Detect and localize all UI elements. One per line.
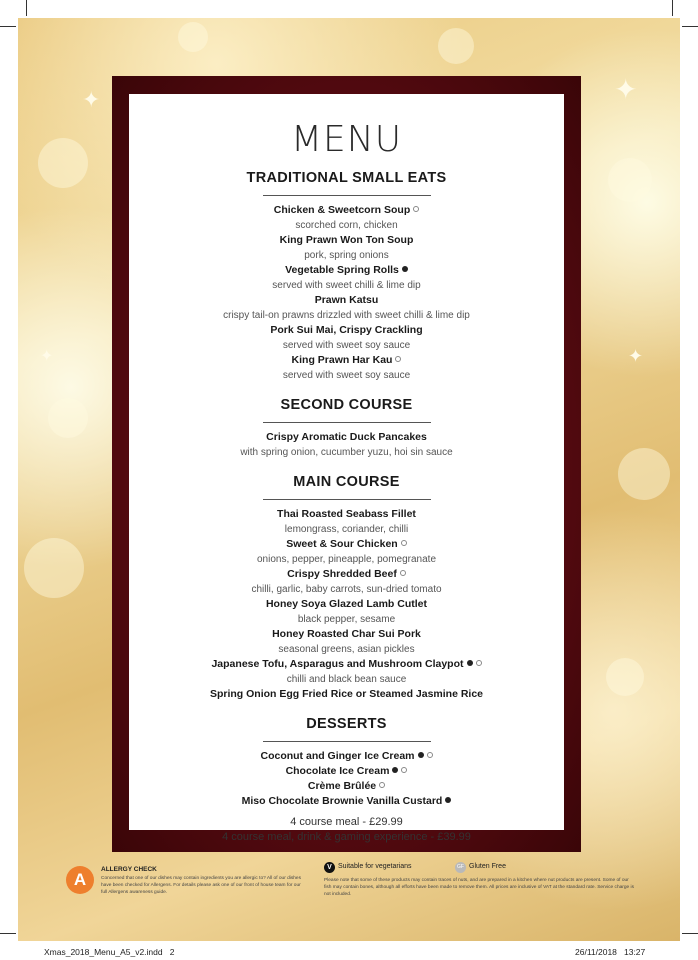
dish-name-text: Japanese Tofu, Asparagus and Mushroom Claypot xyxy=(211,658,464,670)
slug-date: 26/11/2018 13:27 xyxy=(575,947,646,957)
menu-title: MENU xyxy=(290,119,403,160)
sparkle-icon: ✦ xyxy=(614,73,638,106)
crop-mark xyxy=(682,933,698,934)
crop-mark xyxy=(672,0,673,16)
sparkle-icon: ✦ xyxy=(40,346,54,365)
dish-name-text: King Prawn Won Ton Soup xyxy=(279,234,414,246)
slug-filename: Xmas_2018_Menu_A5_v2.indd 2 xyxy=(44,947,175,957)
menu-section xyxy=(129,397,564,460)
bokeh-light xyxy=(24,538,84,598)
dish-name xyxy=(129,263,564,278)
dish-name-text: Coconut and Ginger Ice Cream xyxy=(260,750,415,762)
dish-name xyxy=(129,430,564,445)
section-divider xyxy=(263,422,431,423)
vegetarian-icon: V xyxy=(324,862,335,873)
dish-name xyxy=(129,507,564,522)
dish-name-text: Spring Onion Egg Fried Rice or Steamed Jasmine Rice xyxy=(209,688,484,700)
bokeh-light xyxy=(438,28,474,64)
dish-name-text: Pork Sui Mai, Crispy Crackling xyxy=(270,324,423,336)
menu-sections xyxy=(129,170,564,809)
gluten-free-icon: GF xyxy=(455,862,466,873)
dish-name xyxy=(129,293,564,308)
bokeh-light xyxy=(606,658,644,696)
section-heading: MAIN COURSE xyxy=(293,474,400,490)
dish-name-text: Crispy Aromatic Duck Pancakes xyxy=(266,431,427,443)
dish-name xyxy=(129,779,564,794)
crop-mark xyxy=(26,0,27,16)
dish-name-text: Prawn Katsu xyxy=(314,294,379,306)
dish-name-text: King Prawn Har Kau xyxy=(291,354,393,366)
gluten-free-icon xyxy=(401,540,407,546)
bokeh-light xyxy=(608,158,652,202)
dish-name xyxy=(129,567,564,582)
dish-name xyxy=(129,657,564,672)
dish-name-text: Sweet & Sour Chicken xyxy=(286,538,398,550)
menu-sheet xyxy=(18,18,680,941)
dish-name xyxy=(129,233,564,248)
dish-description: black pepper, sesame xyxy=(297,614,396,625)
dish-description: lemongrass, coriander, chilli xyxy=(284,524,409,535)
dish-description: seasonal greens, asian pickles xyxy=(278,644,415,655)
gluten-free-icon xyxy=(379,782,385,788)
section-divider xyxy=(263,195,431,196)
crop-mark xyxy=(682,26,698,27)
bokeh-light xyxy=(618,448,670,500)
dish-name xyxy=(129,203,564,218)
dish-description: chilli and black bean sauce xyxy=(286,674,407,685)
dish-name xyxy=(129,537,564,552)
crop-mark xyxy=(0,933,16,934)
section-heading: DESSERTS xyxy=(306,716,387,732)
menu-section xyxy=(129,170,564,383)
dish-name-text: Honey Soya Glazed Lamb Cutlet xyxy=(265,598,428,610)
bokeh-light xyxy=(38,138,88,188)
menu-frame xyxy=(112,76,581,852)
sparkle-icon: ✦ xyxy=(82,88,101,113)
crop-mark xyxy=(0,26,16,27)
dish-description: chilli, garlic, baby carrots, sun-dried tomato xyxy=(251,584,442,595)
gluten-free-icon xyxy=(400,570,406,576)
footer xyxy=(18,858,680,918)
vegetarian-icon xyxy=(402,266,408,272)
dish-description: served with sweet soy sauce xyxy=(282,340,411,351)
dish-name-text: Thai Roasted Seabass Fillet xyxy=(277,508,416,520)
menu-section xyxy=(129,474,564,702)
dish-name-text: Vegetable Spring Rolls xyxy=(285,264,399,276)
dish-name xyxy=(129,687,564,702)
dish-name-text: Chicken & Sweetcorn Soup xyxy=(273,204,411,216)
dish-name xyxy=(129,627,564,642)
allergy-icon: A xyxy=(66,866,94,894)
price-line: 4 course meal, drink & gaming experience - £39.99 xyxy=(222,831,471,843)
dish-description: crispy tail-on prawns drizzled with sweet chilli & lime dip xyxy=(223,310,470,321)
dish-name xyxy=(129,323,564,338)
gluten-free-label: Gluten Free xyxy=(469,863,506,870)
gluten-free-icon xyxy=(476,660,482,666)
bokeh-light xyxy=(178,22,208,52)
dish-description: served with sweet chilli & lime dip xyxy=(272,280,421,291)
dish-name-text: Crispy Shredded Beef xyxy=(287,568,397,580)
section-heading: TRADITIONAL SMALL EATS xyxy=(246,170,447,186)
gluten-free-icon xyxy=(413,206,419,212)
allergen-note: Please note that some of these products may contain traces of nuts, and are prepared in a kitchen where nut products are present. Some of our fish may contain bones, although all efforts have been made to remove them. All prices are inclusive of VAT at the standard rate. Service charge is not included. xyxy=(324,878,635,897)
dish-name-text: Miso Chocolate Brownie Vanilla Custard xyxy=(241,795,443,807)
dish-description: served with sweet soy sauce xyxy=(282,370,411,381)
price-line: 4 course meal - £29.99 xyxy=(290,816,403,828)
gluten-free-icon xyxy=(395,356,401,362)
dish-description: onions, pepper, pineapple, pomegranate xyxy=(256,554,437,565)
section-heading: SECOND COURSE xyxy=(280,397,413,413)
vegetarian-icon xyxy=(392,767,398,773)
dish-name-text: Chocolate Ice Cream xyxy=(285,765,390,777)
vegetarian-icon xyxy=(467,660,473,666)
section-divider xyxy=(263,499,431,500)
dish-name xyxy=(129,597,564,612)
menu-section xyxy=(129,716,564,809)
gluten-free-icon xyxy=(427,752,433,758)
dish-name xyxy=(129,794,564,809)
allergy-title: ALLERGY CHECK xyxy=(101,866,157,873)
dish-name-text: Honey Roasted Char Sui Pork xyxy=(272,628,421,640)
gluten-free-icon xyxy=(401,767,407,773)
bokeh-light xyxy=(48,398,88,438)
sparkle-icon: ✦ xyxy=(628,346,644,367)
vegetarian-label: Suitable for vegetarians xyxy=(338,863,412,870)
dish-name xyxy=(129,764,564,779)
allergy-text: Concerned that one of our dishes may contain ingredients you are allergic to? All of our dishes have been checked for Allergens. For details please ask one of our front of house team for our full Allergens awareness guide. xyxy=(101,876,301,895)
section-divider xyxy=(263,741,431,742)
dish-name-text: Crème Brûlée xyxy=(307,780,377,792)
dish-name xyxy=(129,353,564,368)
dish-description: with spring onion, cucumber yuzu, hoi sin sauce xyxy=(240,447,453,458)
dish-name xyxy=(129,749,564,764)
vegetarian-icon xyxy=(445,797,451,803)
price-list xyxy=(129,815,564,845)
vegetarian-icon xyxy=(418,752,424,758)
dish-description: pork, spring onions xyxy=(304,250,389,261)
dish-description: scorched corn, chicken xyxy=(295,220,398,231)
menu-panel xyxy=(129,94,564,843)
